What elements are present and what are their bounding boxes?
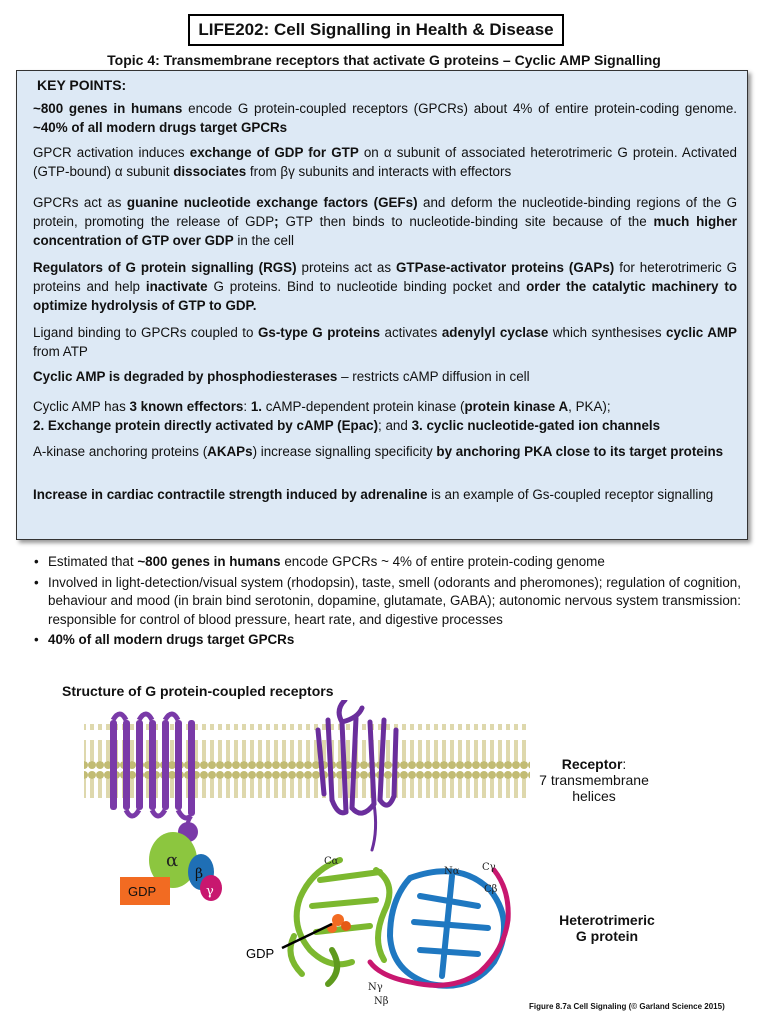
key-point-phosphodiesterases: Cyclic AMP is degraded by phosphodiesterases – restricts cAMP diffusion in cell [33, 369, 530, 384]
key-points-box [16, 70, 748, 540]
n-beta-label: Nβ [374, 996, 389, 1007]
course-title: LIFE202: Cell Signalling in Health & Disease [188, 14, 564, 46]
bullet-list [34, 553, 752, 652]
key-point-gpcr-genes: ~800 genes in humans encode G protein-coupled receptors (GPCRs) about 4% of entire protein-coding genome. ~40% of all modern drugs target GPCRs [33, 101, 738, 135]
gpcr-structure-figure [80, 700, 540, 1020]
c-alpha-label: Cα [324, 856, 339, 867]
key-point-akaps: A-kinase anchoring proteins (AKAPs) increase signalling specificity by anchoring PKA close to its target proteins [33, 444, 724, 459]
bullet-item: • Estimated that ~800 genes in humans encode GPCRs ~ 4% of entire protein-coding genome [34, 553, 752, 572]
key-point-adrenaline: Increase in cardiac contractile strength induced by adrenaline is an example of Gs-coupled receptor signalling [33, 487, 714, 502]
g-protein-cartoon [120, 822, 222, 905]
n-alpha-label: Nα [444, 866, 460, 877]
beta-label: β [195, 866, 204, 882]
topic-heading: Topic 4: Transmembrane receptors that activate G proteins – Cyclic AMP Signalling [107, 52, 661, 68]
figure-credit: Figure 8.7a Cell Signaling (© Garland Science 2015) [529, 1002, 725, 1011]
n-gamma-label: Nγ [368, 982, 383, 993]
gamma-label: γ [206, 884, 214, 899]
bullet-item: • 40% of all modern drugs target GPCRs [34, 631, 752, 650]
key-points-heading: KEY POINTS: [37, 77, 127, 93]
gdp-box-label: GDP [128, 884, 157, 899]
g-protein-label: Heterotrimeric G protein [559, 912, 655, 944]
c-gamma-label: Cγ [482, 862, 496, 873]
key-point-rgs: Regulators of G protein signalling (RGS) proteins act as GTPase-activator proteins (GAPs) for heterotrimeric G proteins and help inactivate G proteins. Bind to nucleotide binding pocket and order the catalytic machinery to optimize hydrolysis of GTP to GDP. [33, 260, 738, 313]
gdp-pointer-label: GDP [246, 946, 275, 961]
alpha-label: α [166, 850, 179, 871]
key-point-gefs: GPCRs act as guanine nucleotide exchange factors (GEFs) and deform the nucleotide-binding regions of the G protein, promoting the release of GDP; GTP then binds to nucleotide-binding site because of the much higher concentration of GTP over GDP in the cell [33, 195, 738, 248]
figure-title: Structure of G protein-coupled receptors [62, 683, 334, 699]
key-point-gdp-gtp-exchange: GPCR activation induces exchange of GDP for GTP on α subunit of associated heterotrimeric G protein. Activated (GTP-bound) α subunit dissociates from βγ subunits and interacts with effectors [33, 145, 737, 179]
key-point-gs-adenylyl-cyclase: Ligand binding to GPCRs coupled to Gs-type G proteins activates adenylyl cyclase which synthesises cyclic AMP from ATP [33, 325, 737, 359]
bullet-item: • Involved in light-detection/visual system (rhodopsin), taste, smell (odorants and pheromones); regulation of cognition, behaviour and mood (in brain bind serotonin, dopamine, glutamate, GABA); autonomic nervous system transmission: responsible for control of blood pressure, heart rate, and digestive processes [34, 574, 752, 630]
c-beta-label: Cβ [484, 884, 498, 895]
key-point-camp-effectors: Cyclic AMP has 3 known effectors: 1. cAMP-dependent protein kinase (protein kinase A, PKA); 2. Exchange protein directly activated by cAMP (Epac); and 3. cyclic nucleotide-gated ion channels [33, 399, 661, 433]
receptor-label: Receptor: 7 transmembrane helices [539, 756, 649, 804]
